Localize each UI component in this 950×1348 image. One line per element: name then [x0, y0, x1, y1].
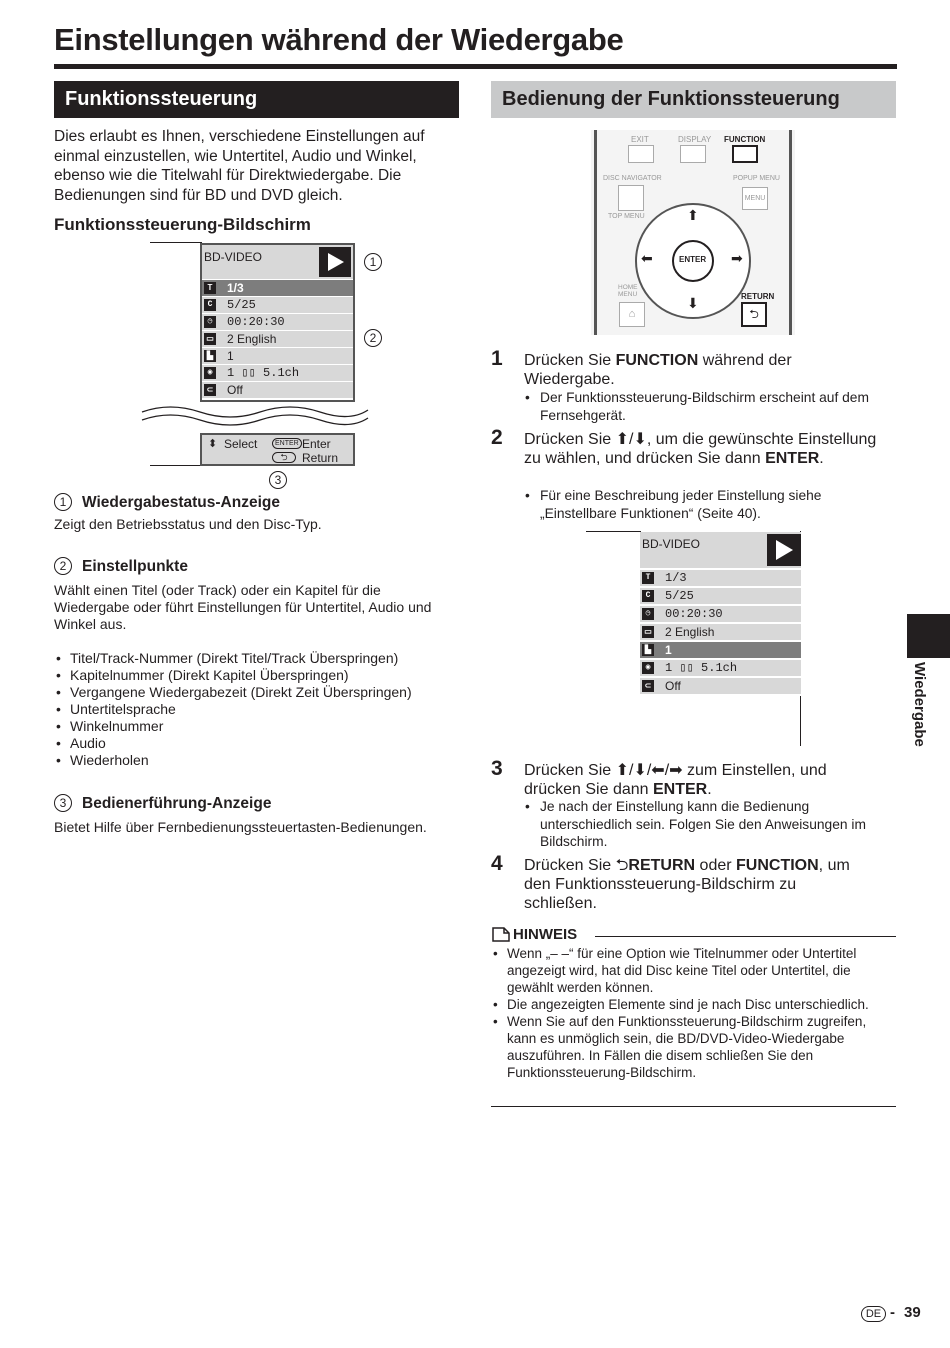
function-label: FUNCTION [724, 135, 766, 144]
disc-navigator-label: DISC NAVIGATOR [603, 175, 662, 182]
menu-button: MENU [742, 187, 768, 210]
enter-button: ENTER [672, 240, 714, 282]
osd-disc-type: BD-VIDEO [642, 537, 701, 551]
osd-row-time: ◷ 00:20:30 [202, 314, 353, 330]
popup-menu-label: POPUP MENU [733, 175, 780, 182]
callout-2: 2 [364, 329, 382, 347]
osd-row-repeat: ⊂ Off [202, 382, 353, 398]
item-title: Bedienerführung-Anzeige [82, 795, 272, 812]
osd-row-title: T 1/3 [202, 280, 353, 296]
subtitle-icon: ▭ [642, 626, 654, 638]
return-label: RETURN [741, 292, 775, 301]
list-item: • Vergangene Wiedergabezeit (Direkt Zeit Überspringen) [54, 684, 459, 701]
note-icon [491, 926, 511, 943]
side-tab-label: Wiedergabe [911, 662, 928, 747]
direction-pad [635, 203, 751, 319]
title-icon: T [204, 282, 216, 294]
leader-line-bottom [150, 465, 202, 466]
callout-1: 1 [364, 253, 382, 271]
repeat-icon: ⊂ [204, 384, 216, 396]
play-status-icon [767, 534, 801, 566]
osd-disc-type: BD-VIDEO [204, 250, 263, 264]
return-symbol-icon: ⮌ [615, 857, 629, 874]
list-item: • Untertitelsprache [54, 701, 459, 718]
updown-icon: ⬍ [208, 438, 218, 450]
osd-row-chapter: C 5/25 [640, 588, 801, 604]
list-item: • Titel/Track-Nummer (Direkt Titel/Track Überspringen) [54, 650, 459, 667]
display-button [680, 145, 706, 163]
screen-heading: Funktionssteuerung-Bildschirm [54, 215, 311, 234]
leader-line-top [150, 242, 202, 243]
arrow-up-icon: ⬆ [687, 207, 699, 223]
step-1-number: 1 [491, 347, 503, 370]
arrow-left-icon: ⬅ [641, 250, 653, 266]
osd-screen-right [640, 532, 801, 696]
home-icon: ⌂ [619, 302, 645, 327]
disc-navigator-button [618, 185, 644, 211]
exit-label: EXIT [631, 135, 649, 144]
language-badge: DE [861, 1306, 886, 1322]
item-title: Wiedergabestatus-Anzeige [82, 494, 280, 511]
intro-paragraph: Dies erlaubt es Ihnen, verschiedene Einstellungen auf einmal einzustellen, wie Untertitel, Audio und Winkel, ebenso wie die Titelwahl für Direktwiedergabe. Die Bedienungen sind für BD und DVD gleich. [54, 128, 425, 204]
remote-illustration [591, 130, 795, 335]
osd-right-leader [586, 531, 641, 532]
list-item: • Audio [54, 735, 459, 752]
step-3-number: 3 [491, 757, 503, 780]
list-item: • Wiederholen [54, 752, 459, 769]
osd-row-angle: ▙ 1 [640, 642, 801, 658]
arrow-right-icon: ➡ [731, 250, 743, 266]
osd-row-repeat: ⊂ Off [640, 678, 801, 694]
item-1 [54, 493, 454, 533]
return-button-icon: ⮌ [741, 302, 767, 327]
return-key-icon: ⮌ [272, 452, 296, 463]
clock-icon: ◷ [642, 608, 654, 620]
osd-guide-bar [200, 433, 355, 466]
item-number: 2 [54, 557, 72, 575]
step-1-note: • Der Funktionssteuerung-Bildschirm erscheint auf dem Fernsehgerät. [524, 389, 896, 424]
osd-row-subtitle: ▭ 2 English [202, 331, 353, 347]
display-label: DISPLAY [678, 135, 712, 144]
home-menu-label: HOME MENU [618, 284, 638, 298]
screen-break-wave [140, 400, 370, 430]
repeat-icon: ⊂ [642, 680, 654, 692]
settings-list [54, 650, 459, 769]
osd-header [202, 245, 353, 279]
osd-row-audio: ◉ 1 ▯▯ 5.1ch [640, 660, 801, 676]
item-2 [54, 557, 459, 633]
osd-screen-left [200, 243, 355, 402]
top-menu-label: TOP MENU [608, 213, 645, 220]
item-text: Bietet Hilfe über Fernbedienungssteuertasten-Bedienungen. [54, 819, 427, 835]
enter-key-icon: ENTER [272, 438, 302, 449]
step-4-text: Drücken Sie ⮌RETURN oder FUNCTION, um den Funktionssteuerung-Bildschirm zu schließen. [524, 857, 850, 912]
osd-row-chapter: C 5/25 [202, 297, 353, 313]
exit-button [628, 145, 654, 163]
audio-icon: ◉ [642, 662, 654, 674]
audio-icon: ◉ [204, 367, 216, 379]
clock-icon: ◷ [204, 316, 216, 328]
step-1-text: Drücken Sie FUNCTION während der Wiedergabe. [524, 352, 792, 388]
list-item: • Wenn Sie auf den Funktionssteuerung-Bildschirm zugreifen, kann es unmöglich sein, die BD/DVD-Video-Wiedergabe auszuführen. In Fällen die disem schließen Sie den Funktionssteuerung-Bildschirm. [491, 1013, 896, 1081]
callout-3: 3 [269, 471, 287, 489]
step-2-number: 2 [491, 426, 503, 449]
page-number-dash: - [890, 1304, 895, 1321]
page-number: 39 [904, 1304, 921, 1321]
section-heading-function-control: Funktionssteuerung [54, 81, 459, 118]
subtitle-icon: ▭ [204, 333, 216, 345]
step-2-text: Drücken Sie ⬆/⬇, um die gewünschte Einstellung zu wählen, und drücken Sie dann ENTER. [524, 431, 877, 467]
guide-select-label: Select [224, 437, 258, 451]
list-item: • Kapitelnummer (Direkt Kapitel Überspringen) [54, 667, 459, 684]
note-bottom-rule [491, 1106, 896, 1107]
note-list [491, 945, 896, 1081]
item-3 [54, 794, 459, 836]
play-status-icon [319, 247, 351, 277]
function-button [732, 145, 758, 163]
angle-icon: ▙ [642, 644, 654, 656]
angle-icon: ▙ [204, 350, 216, 362]
step-4-number: 4 [491, 852, 503, 875]
osd-header [640, 532, 801, 568]
side-tab-marker [907, 614, 950, 658]
osd-row-audio: ◉ 1 ▯▯ 5.1ch [202, 365, 353, 381]
note-top-rule [595, 936, 896, 937]
section-heading-operation: Bedienung der Funktionssteuerung [491, 81, 896, 118]
item-number: 1 [54, 493, 72, 511]
arrow-down-icon: ⬇ [687, 295, 699, 311]
step-3-note: • Je nach der Einstellung kann die Bedienung unterschiedlich sein. Folgen Sie den Anweisungen im Bildschirm. [524, 798, 896, 851]
guide-enter-label: Enter [302, 437, 331, 451]
chapter-icon: C [204, 299, 216, 311]
step-2-note: • Für eine Beschreibung jeder Einstellung siehe „Einstellbare Funktionen“ (Seite 40). [524, 487, 896, 522]
list-item: • Winkelnummer [54, 718, 459, 735]
note-title: HINWEIS [513, 926, 578, 943]
item-title: Einstellpunkte [82, 558, 188, 575]
osd-row-time: ◷ 00:20:30 [640, 606, 801, 622]
osd-row-angle: ▙ 1 [202, 348, 353, 364]
step-3-text: Drücken Sie ⬆/⬇/⬅/➡ zum Einstellen, und drücken Sie dann ENTER. [524, 762, 827, 798]
page-title: Einstellungen während der Wiedergabe [54, 22, 624, 57]
item-text: Wählt einen Titel (oder Track) oder ein Kapitel für die Wiedergabe oder führt Einstellungen für Untertitel, Audio und Winkel aus. [54, 582, 432, 632]
title-icon: T [642, 572, 654, 584]
item-text: Zeigt den Betriebsstatus und den Disc-Typ. [54, 516, 322, 532]
chapter-icon: C [642, 590, 654, 602]
title-rule [54, 64, 897, 69]
list-item: • Wenn „– –“ für eine Option wie Titelnummer oder Untertitel angezeigt wird, hat did Disc keine Titel oder Untertitel, die gewählt werden können. [491, 945, 896, 996]
osd-row-title: T 1/3 [640, 570, 801, 586]
list-item: • Die angezeigten Elemente sind je nach Disc unterschiedlich. [491, 996, 896, 1013]
item-number: 3 [54, 794, 72, 812]
guide-return-label: Return [302, 451, 339, 465]
osd-row-subtitle: ▭ 2 English [640, 624, 801, 640]
